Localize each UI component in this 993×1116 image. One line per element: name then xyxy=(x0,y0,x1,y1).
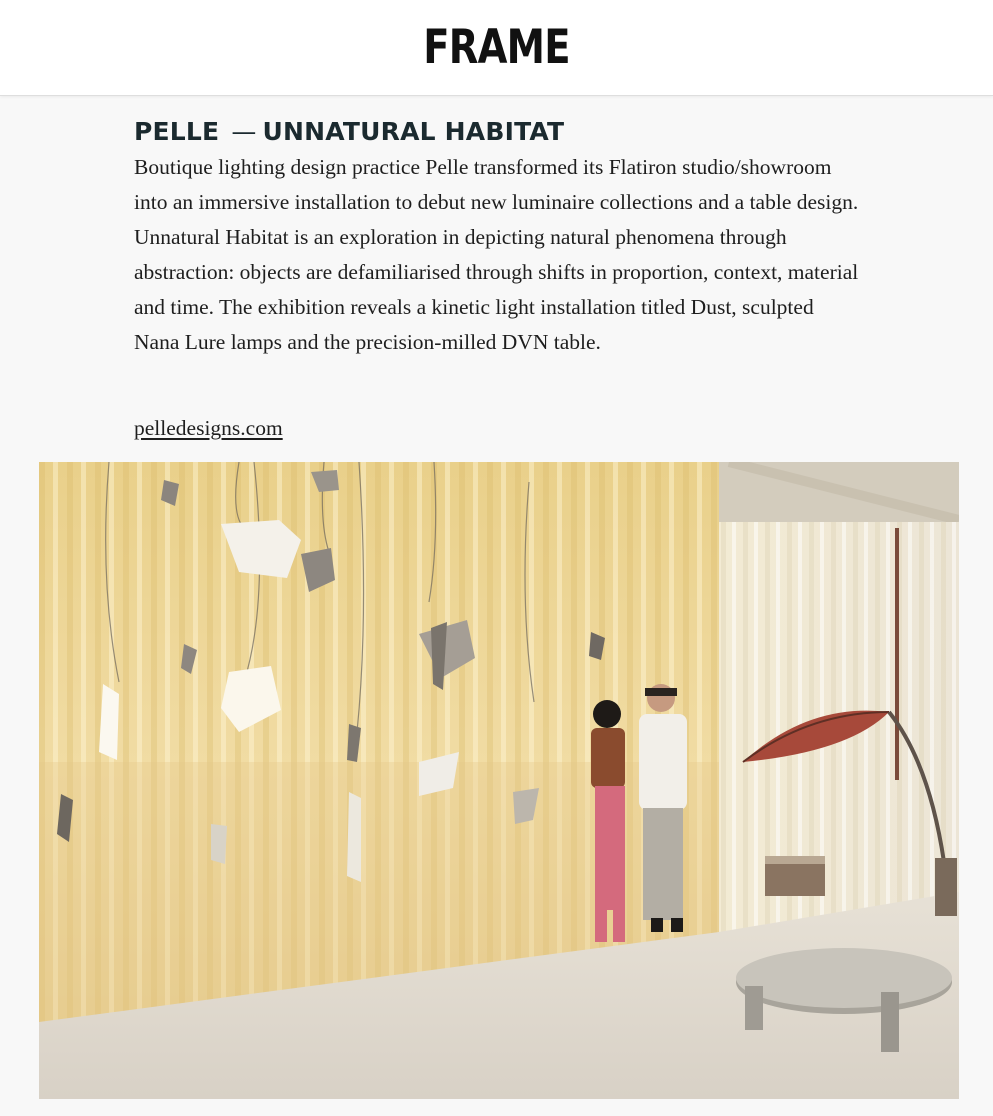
title-brand: PELLE xyxy=(134,117,220,146)
article-description: Boutique lighting design practice Pelle transformed its Flatiron studio/showroom into an immersive installation to debut new luminaire collections and a table design. Unnatural Habitat is an exploration in depicting natural phenomena through abstraction: objects are defamiliarised through shifts in proportion, context, material and time. The exhibition reveals a kinetic light installation titled Dust, sculpted Nana Lure lamps and the precision-milled DVN table. xyxy=(134,155,859,354)
website-link[interactable]: pelledesigns.com xyxy=(134,416,283,440)
title-project: UNNATURAL HABITAT xyxy=(262,117,565,146)
frame-logo[interactable]: FRAME xyxy=(423,20,570,75)
title-dash: — xyxy=(231,117,257,146)
article-title xyxy=(134,114,564,150)
installation-photo xyxy=(39,462,959,1099)
installation-photo-illustration xyxy=(39,462,959,1099)
site-header xyxy=(0,0,993,96)
